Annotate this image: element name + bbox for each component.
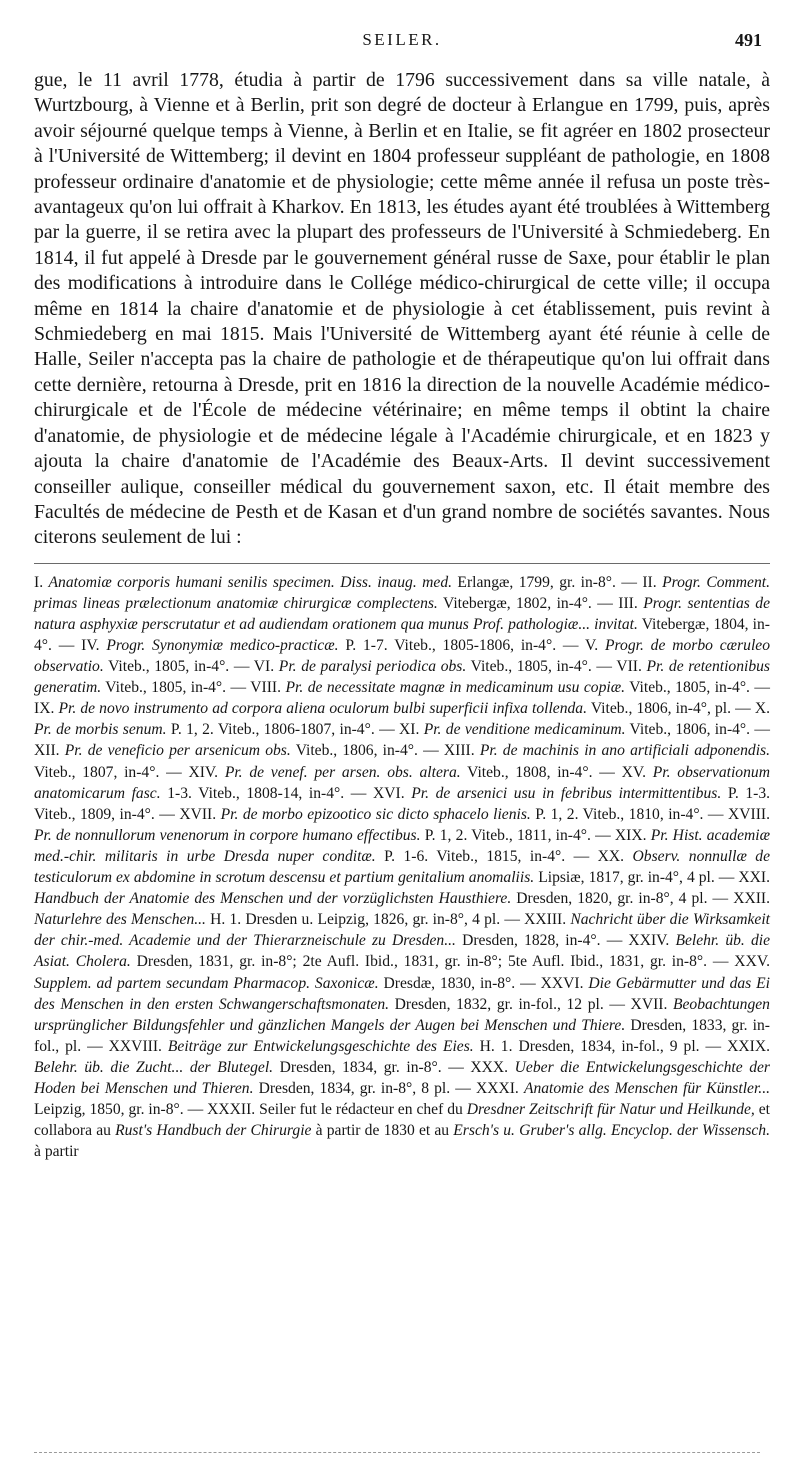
bibliography-imprint: Leipzig, 1850, gr. in-8°. — XXXII. Seiler fut le rédacteur en chef du (34, 1101, 467, 1119)
bibliography-title: Pr. de machinis in ano artificiali adponendis. (479, 742, 770, 760)
bibliography-imprint: Dresden, 1831, gr. in-8°; 2te Aufl. Ibid., 1831, gr. in-8°; 5te Aufl. Ibid., 1831, gr. in-8°. — XXV. (130, 953, 770, 971)
bibliography-imprint: Vitebergæ, 1804, in-4°. — IV. (34, 615, 770, 654)
bibliography-imprint: H. 1. Dresden u. Leipzig, 1826, gr. in-8°, 4 pl. — XXIII. (205, 911, 571, 929)
running-head: SEILER. (362, 30, 442, 49)
bibliography-imprint: P. 1, 2. Viteb., 1806-1807, in-4°. — XI. (166, 721, 424, 739)
bibliography-title: Pr. observationum anatomicarum fasc. (34, 763, 770, 802)
bibliography-title: Pr. de arsenici usu in febribus intermittentibus. (411, 784, 722, 802)
bibliography-imprint: P. 1-7. Viteb., 1805-1806, in-4°. — V. (338, 637, 606, 654)
bibliography-imprint: à partir (34, 1143, 79, 1161)
bibliography-imprint: Erlangæ, 1799, gr. in-8°. — II. (452, 573, 663, 591)
bibliography-title: Anatomie des Menschen für Künstler... (523, 1079, 770, 1097)
bibliography-title: Ersch's u. Gruber's allg. Encyclop. der Wissensch. (453, 1122, 771, 1140)
bibliography-title: Pr. Hist. academiæ med.-chir. militaris in urbe Dresda nuper conditæ. (34, 826, 770, 865)
bibliography-title: Observ. nonnullæ de testiculorum ex abdomine in scrotum descensu et partium genitalium anomaliis. (34, 847, 771, 887)
bibliography-imprint: P. 1, 2. Viteb., 1810, in-4°. — XVIII. (530, 805, 770, 823)
bibliography-title: Progr. sententias de natura asphyxiæ perscrutatur et ad audiendam orationem qua munus Prof. pathologiæ... invitat. (34, 594, 770, 633)
bibliography-imprint: I. (34, 573, 49, 591)
bibliography-imprint: Viteb., 1808, in-4°. — XV. (460, 763, 653, 781)
bibliography-title: Pr. de venef. per arsen. obs. altera. (224, 763, 461, 781)
bibliography-imprint: Dresden, 1834, gr. in-8°, 8 pl. — XXXI. (253, 1079, 524, 1097)
biography-paragraph: gue, le 11 avril 1778, étudia à partir de 1796 successivement dans sa ville natale, à Wurtzbourg, à Vienne et à Berlin, prit son degré de docteur à Erlangue en 1799, puis, après avoir séjourné quelque temps à Vienne, à Berlin et en Italie, se fit agréer en 1802 prosecteur à l'Université de Wittemberg; il devint en 1804 professeur suppléant de pathologie, en 1808 professeur ordinaire d'anatomie et de physiologie; cette même année il refusa un poste très-avantageux qu'on lui offrait à Kharkov. En 1813, les études ayant été troublées à Wittemberg par la guerre, il se retira avec la plupart des professeurs de l'Université à Schmiedeberg. En 1814, il fut appelé à Dresde par le gouvernement général russe de Saxe, pour établir le plan des modifications à introduire dans le Collége médico-chirurgical de cette ville; il occupa même en 1814 la chaire d'anatomie et de physiologie à cet établissement, puis revint à Schmiedeberg en mai 1815. Mais l'Université de Wittemberg ayant été réunie à celle de Halle, Seiler n'accepta pas la chaire de pathologie et de thérapeutique qu'on lui offrait dans cette dernière, retourna à Dresde, prit en 1816 la direction de la nouvelle Académie médico-chirurgicale et de l'École de médecine vétérinaire; en même temps il obtint la chaire d'anatomie, de physiologie et de médecine légale à l'Académie chirurgicale, et en 1823 y ajouta la chaire d'anatomie de l'Académie des Beaux-Arts. Il devint successivement conseiller aulique, conseiller médical du gouvernement saxon, etc. Il était membre des Facultés de médecine de Pesth et de Kasan et d'un grand nombre de sociétés savantes. Nous citerons seulement de lui : (34, 69, 770, 549)
bibliography-imprint: Dresdæ, 1830, in-8°. — XXVI. (378, 974, 589, 992)
bibliography-title: Rust's Handbuch der Chirurgie (115, 1122, 312, 1140)
bibliography-imprint: Dresden, 1833, gr. in-fol., pl. — XXVIII. (34, 1016, 770, 1055)
bibliography-title: Pr. de morbo epizootico sic dicto sphacelo lienis. (220, 805, 531, 823)
bibliography-list (34, 572, 770, 1163)
bibliography-imprint: Viteb., 1805, in-4°. — VII. (466, 658, 647, 676)
bibliography-imprint: Viteb., 1805, in-4°. — VIII. (101, 679, 286, 697)
bibliography-imprint: et collabora au (34, 1101, 771, 1140)
bibliography-title: Nachricht über die Wirksamkeit der chir.-med. Academie und der Thierarzneischule zu Dresden... (34, 911, 770, 950)
bibliography-title: Progr. Synonymiæ medico-practicæ. (106, 637, 339, 654)
bibliography-title: Pr. de morbis senum. (34, 721, 167, 739)
bibliography-imprint: 1-3. Viteb., 1808-14, in-4°. — XVI. (160, 784, 412, 802)
bibliography-title: Pr. de venditione medicaminum. (423, 721, 626, 739)
bibliography-imprint: à partir de 1830 et au (311, 1122, 454, 1140)
bibliography-imprint: Dresden, 1820, gr. in-8°, 4 pl. — XXII. (511, 890, 770, 908)
bibliography-title: Pr. de veneficio per arsenicum obs. (64, 742, 291, 760)
bibliography-imprint: H. 1. Dresden, 1834, in-fol., 9 pl. — XXIX. (473, 1037, 770, 1055)
bibliography-title: Die Gebärmutter und das Ei des Menschen in den ersten Schwangerschaftsmonaten. (34, 974, 771, 1013)
section-divider (34, 563, 770, 564)
bibliography-title: Anatomiæ corporis humani senilis specimen. Diss. inaug. med. (48, 573, 453, 591)
bibliography-imprint: Dresden, 1828, in-4°. — XXIV. (455, 932, 676, 950)
page-header (34, 30, 770, 60)
page-bottom-rule (34, 1452, 760, 1453)
bibliography-imprint: Viteb., 1806, in-4°. — XIII. (290, 742, 480, 760)
bibliography-imprint: P. 1-6. Viteb., 1815, in-4°. — XX. (375, 847, 633, 865)
bibliography-title: Supplem. ad partem secundam Pharmacop. Saxonicæ. (34, 974, 379, 992)
bibliography-title: Belehr. üb. die Asiat. Cholera. (34, 932, 770, 971)
bibliography-title: Handbuch der Anatomie des Menschen und der vorzüglichsten Hausthiere. (34, 890, 512, 908)
bibliography-imprint: Viteb., 1806, in-4°, pl. — X. (587, 700, 770, 718)
bibliography-title: Pr. de retentionibus generatim. (34, 658, 771, 697)
bibliography-title: Beobachtungen ursprünglicher Bildungsfehler und gänzlichen Mangels der Augen bei Menschen und Thiere. (34, 995, 770, 1034)
bibliography-imprint: Lipsiæ, 1817, gr. in-4°, 4 pl. — XXI. (534, 869, 770, 887)
bibliography-title: Progr. de morbo cæruleo observatio. (34, 637, 770, 676)
bibliography-title: Ueber die Entwickelungsgeschichte der Hoden bei Menschen und Thieren. (34, 1058, 770, 1097)
bibliography-title: Pr. de necessitate magnæ in medicaminum usu copiæ. (285, 679, 626, 697)
bibliography-title: Pr. de novo instrumento ad corpora aliena oculorum bulbi superficii infixa tollenda. (58, 700, 588, 718)
bibliography-title: Beiträge zur Entwickelungsgeschichte des Eies. (167, 1037, 474, 1055)
bibliography-imprint: P. 1, 2. Viteb., 1811, in-4°. — XIX. (420, 826, 651, 844)
bibliography-imprint: Viteb., 1805, in-4°. — IX. (34, 679, 771, 718)
bibliography-imprint: Viteb., 1805, in-4°. — VI. (103, 658, 279, 676)
bibliography-imprint: Vitebergæ, 1802, in-4°. — III. (437, 594, 644, 612)
bibliography-imprint: Viteb., 1806, in-4°. — XII. (34, 721, 770, 760)
bibliography-imprint: Dresden, 1832, gr. in-fol., 12 pl. — XVII. (389, 995, 673, 1013)
bibliography-title: Pr. de paralysi periodica obs. (278, 658, 467, 676)
bibliography-title: Dresdner Zeitschrift für Natur und Heilkunde, (466, 1101, 755, 1119)
bibliography-title: Belehr. üb. die Zucht... der Blutegel. (34, 1058, 274, 1076)
bibliography-title: Pr. de nonnullorum venenorum in corpore humano effectibus. (34, 826, 421, 844)
bibliography-imprint: Viteb., 1807, in-4°. — XIV. (34, 763, 225, 781)
page-number: 491 (735, 30, 762, 50)
bibliography-imprint: P. 1-3. Viteb., 1809, in-4°. — XVII. (34, 784, 771, 823)
bibliography-title: Progr. Comment. primas lineas prælectionum anatomiæ chirurgicæ complectens. (34, 573, 770, 612)
bibliography-title: Naturlehre des Menschen... (34, 911, 206, 929)
bibliography-imprint: Dresden, 1834, gr. in-8°. — XXX. (273, 1058, 515, 1076)
